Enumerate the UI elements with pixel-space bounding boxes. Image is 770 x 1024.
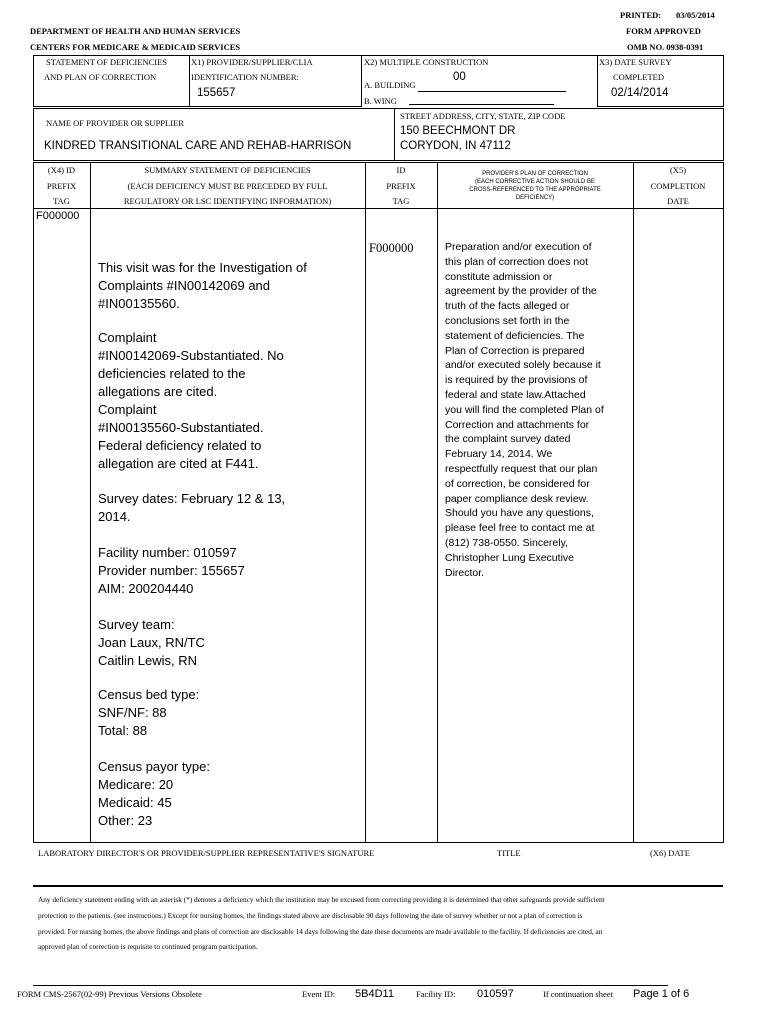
- poc-header-line4: DEFICIENCY): [515, 195, 555, 201]
- summary-header-line1: SUMMARY STATEMENT OF DEFICIENCIES: [144, 165, 311, 175]
- signature-rule: [33, 885, 723, 887]
- event-id-label: Event ID:: [302, 989, 336, 999]
- id-header-line3: TAG: [392, 196, 410, 206]
- omb-number: OMB NO. 0938-0391: [627, 42, 704, 52]
- x4-header-line1: (X4) ID: [47, 165, 76, 175]
- survey-completed-date: 02/14/2014: [611, 87, 669, 99]
- title-label: TITLE: [497, 848, 521, 858]
- building-underline: [418, 91, 566, 92]
- correction-tag: F000000: [369, 241, 414, 255]
- x5-header-line2: COMPLETION: [650, 181, 706, 191]
- summary-header-line2: (EACH DEFICIENCY MUST BE PRECEDED BY FULL: [127, 181, 328, 191]
- x4-header-line3: TAG: [53, 196, 70, 206]
- summary-paragraph-survey-team: Survey team: Joan Laux, RN/TC Caitlin Lewis, RN: [98, 617, 205, 668]
- plan-of-correction-text: Preparation and/or execution of this plan of correction does not constitute admission or agreement by the provider of the truth of the facts alleged or conclusions set forth in the statement of deficiencies. The Plan of Correction is prepared and/or executed solely because it is required by the provisions of federal and state law.Attached you will find the completed Plan of Correction and attachments for the complaint survey dated February 14, 2014. We respectfully request that our plan of correction, be considered for paper compliance desk review. Should you have any questions, please feel free to contact me at (812) 738-0550. Sincerely, Christopher Lung Executive Director.: [445, 241, 604, 579]
- building-label: A. BUILDING: [364, 80, 416, 90]
- summary-paragraph-investigation: This visit was for the Investigation of Complaints #IN00142069 and #IN00135560.: [98, 260, 307, 311]
- x6-date-label: (X6) DATE: [650, 848, 690, 858]
- disclaimer-text: Any deficiency statement ending with an asterisk (*) denotes a deficiency which the institution may be excused from correcting providing it is determined that other safeguards provide sufficient protection to the patients. (see instructions.) Except for nursing homes, the findings stated above are disclosable 90 days following the date of survey whether or not a plan of correction is provided. For nursing homes, the above findings and plans of correction are disclosable 14 days following the date these documents are made available to the facility. If deficiencies are cited, an approved plan of correction is requisite to continued program participation.: [38, 895, 605, 952]
- x5-header-line1: (X5): [669, 165, 687, 175]
- agency-name: CENTERS FOR MEDICARE & MEDICAID SERVICES: [30, 42, 241, 52]
- facility-id-label: Facility ID:: [416, 989, 456, 999]
- event-id-value: 5B4D11: [355, 988, 394, 1000]
- summary-paragraph-census-bed: Census bed type: SNF/NF: 88 Total: 88: [98, 687, 200, 738]
- id-header-line1: ID: [396, 165, 406, 175]
- statement-label-line2: AND PLAN OF CORRECTION: [44, 72, 157, 82]
- summary-header-line3: REGULATORY OR LSC IDENTIFYING INFORMATION): [123, 196, 332, 206]
- summary-paragraph-census-payor: Census payor type: Medicare: 20 Medicaid: 45 Other: 23: [98, 759, 211, 828]
- x4-header-line2: PREFIX: [46, 181, 77, 191]
- clia-label-line2: IDENTIFICATION NUMBER:: [191, 72, 299, 82]
- provider-name-label: NAME OF PROVIDER OR SUPPLIER: [46, 118, 184, 128]
- clia-label-line1: X1) PROVIDER/SUPPLIER/CLIA: [191, 57, 313, 67]
- printed-date: 03/05/2014: [676, 10, 715, 20]
- provider-name: KINDRED TRANSITIONAL CARE AND REHAB-HARRISON: [44, 140, 352, 152]
- signature-label: LABORATORY DIRECTOR'S OR PROVIDER/SUPPLIER REPRESENTATIVE'S SIGNATURE: [38, 848, 375, 858]
- facility-id-value: 010597: [477, 988, 514, 1000]
- date-survey-label-line2: COMPLETED: [613, 72, 664, 82]
- poc-header-line3: CROSS-REFERENCED TO THE APPROPRIATE: [469, 187, 601, 193]
- summary-paragraph-survey-dates: Survey dates: February 12 & 13, 2014.: [98, 491, 286, 524]
- continuation-label: If continuation sheet: [543, 989, 613, 999]
- date-survey-label-line1: X3) DATE SURVEY: [599, 57, 672, 67]
- city-state-zip: CORYDON, IN 47112: [400, 140, 511, 152]
- summary-paragraph-facility: Facility number: 010597 Provider number: 155657 AIM: 200204440: [98, 545, 245, 596]
- page-number: Page 1 of 6: [633, 988, 690, 1000]
- summary-paragraph-complaints: Complaint #IN00142069-Substantiated. No deficiencies related to the allegations are cited. Complaint #IN00135560-Substantiated. Federal deficiency related to allegation are cited at F441.: [98, 330, 284, 471]
- statement-label-line1: STATEMENT OF DEFICIENCIES: [46, 57, 168, 67]
- form-number: FORM CMS-2567(02-99) Previous Versions Obsolete: [17, 989, 202, 999]
- deficiency-tag: F000000: [36, 210, 80, 222]
- id-header-line2: PREFIX: [386, 181, 416, 191]
- x5-header-line3: DATE: [667, 196, 689, 206]
- poc-header-line2: (EACH CORRECTIVE ACTION SHOULD BE: [474, 179, 596, 185]
- building-value: 00: [453, 71, 466, 83]
- wing-underline: [409, 104, 554, 105]
- wing-label: B. WING: [364, 96, 397, 106]
- address-label: STREET ADDRESS, CITY, STATE, ZIP CODE: [400, 111, 566, 121]
- footer-rule: [33, 985, 668, 986]
- provider-number-value: 155657: [197, 87, 236, 99]
- printed-label: PRINTED:: [620, 10, 662, 20]
- poc-header-line1: PROVIDER'S PLAN OF CORRECTION: [482, 171, 588, 177]
- department-name: DEPARTMENT OF HEALTH AND HUMAN SERVICES: [30, 26, 241, 36]
- multiple-construction-label: X2) MULTIPLE CONSTRUCTION: [364, 57, 489, 67]
- street-address: 150 BEECHMONT DR: [400, 125, 516, 137]
- form-approved: FORM APPROVED: [626, 26, 701, 36]
